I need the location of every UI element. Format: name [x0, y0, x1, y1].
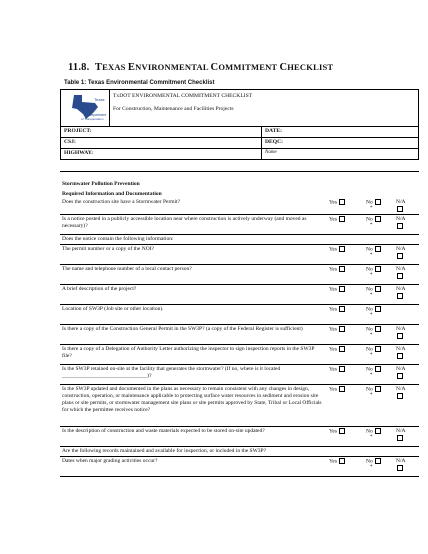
yes-label: Yes [329, 386, 338, 393]
no-label: No [366, 428, 373, 435]
yes-label: Yes [329, 216, 338, 223]
no-label: No [366, 346, 373, 353]
na-option [396, 199, 405, 205]
section-number: 11.8. [68, 62, 90, 73]
question-text: Is the SW3P updated and documented in the plans as necessary to remain consistent with any changes in design, construction, operation, or maintenance applicable to protecting surface water resources in sediment and erosion site plans or site permits, or stormwater management site plans or site permits approved by State, Tribal or Local Officials for which the permittee receives notice? [62, 386, 322, 413]
checklist-row [60, 365, 419, 385]
no-checkbox[interactable] [375, 199, 381, 205]
checklist-row [60, 457, 419, 477]
no-checkbox[interactable] [375, 428, 381, 434]
question-text: Is the description of construction and waste materials expected to be stored on-site updated? [62, 428, 265, 434]
yes-option [329, 386, 345, 392]
na-label: N/A [396, 266, 406, 272]
asterisk: * [370, 313, 373, 318]
checklist-subtitle: For Construction, Maintenance and Facilities Projects [113, 106, 234, 112]
question-text: A brief description of the project? [62, 286, 137, 292]
na-label: N/A [396, 246, 406, 252]
checklist [60, 171, 419, 477]
question-text: Is there a copy of a Delegation of Authority Letter authorizing the inspector to sign inspection reports in the SW3P file? [62, 346, 315, 359]
no-checkbox[interactable] [375, 286, 381, 292]
na-label: N/A [396, 428, 406, 434]
no-label: No [366, 216, 373, 223]
no-option [366, 306, 381, 318]
no-option [366, 346, 381, 358]
no-label: No [366, 386, 373, 393]
na-checkbox[interactable] [397, 373, 403, 379]
yes-label: Yes [329, 458, 338, 465]
asterisk: * [370, 293, 373, 298]
no-option [366, 266, 381, 278]
no-option [366, 366, 381, 378]
no-label: No [366, 286, 373, 293]
yes-checkbox[interactable] [339, 458, 345, 464]
required-info-heading: Required Information and Documentation [62, 191, 162, 197]
yes-label: Yes [329, 286, 338, 293]
question-text: Location of SW3P (Job site or other location). [62, 306, 164, 312]
no-checkbox[interactable] [375, 246, 381, 252]
checklist-row [60, 427, 419, 447]
asterisk: * [370, 353, 373, 358]
question-text: Does the construction site have a Stormwater Permit? [62, 199, 181, 205]
no-option [366, 458, 381, 470]
highway-field[interactable]: HIGHWAY: [61, 149, 262, 160]
asterisk: * [370, 206, 373, 211]
name-field[interactable]: Name [262, 149, 419, 160]
yes-checkbox[interactable] [339, 386, 345, 392]
na-option [396, 346, 405, 352]
na-checkbox[interactable] [397, 223, 403, 229]
checklist-row [60, 235, 419, 245]
yes-label: Yes [329, 246, 338, 253]
na-option [396, 286, 405, 292]
checklist-title-cell [110, 90, 419, 127]
question-text: Does the notice contain the following information: [62, 236, 174, 242]
na-option [396, 428, 405, 434]
na-label: N/A [396, 326, 406, 332]
yes-label: Yes [329, 346, 338, 353]
checklist-row [60, 215, 419, 235]
no-label: No [366, 246, 373, 253]
na-label: N/A [396, 458, 406, 464]
asterisk: * [370, 333, 373, 338]
no-checkbox[interactable] [375, 326, 381, 332]
asterisk: * [370, 253, 373, 258]
checklist-title: TxDOT ENVIRONMENTAL COMMITMENT CHECKLIST [113, 93, 253, 99]
texas-map-icon [68, 93, 107, 121]
no-option [366, 246, 381, 258]
question-text: Are the following records maintained and available for inspection, or included in the SW3P? [62, 448, 267, 454]
svg-text:Department: Department [89, 113, 107, 117]
yes-option [329, 346, 345, 352]
yes-option [329, 458, 345, 464]
question-text: Dates when major grading activities occur? [62, 458, 158, 464]
no-option [366, 326, 381, 338]
yes-label: Yes [329, 306, 338, 313]
checklist-row [60, 447, 419, 457]
na-option [396, 216, 405, 222]
na-checkbox[interactable] [397, 253, 403, 259]
yes-checkbox[interactable] [339, 306, 345, 312]
na-option [396, 458, 405, 464]
na-checkbox[interactable] [397, 435, 403, 441]
no-label: No [366, 306, 373, 313]
question-text: Is there a copy of the Construction General Permit in the SW3P? (a copy of the Federal Register is sufficient) [62, 326, 303, 332]
no-checkbox[interactable] [375, 216, 381, 222]
na-checkbox[interactable] [397, 393, 403, 399]
yes-label: Yes [329, 266, 338, 273]
na-label: N/A [396, 199, 406, 205]
yes-label: Yes [329, 428, 338, 435]
na-label: N/A [396, 346, 406, 352]
no-option [366, 286, 381, 298]
yes-checkbox[interactable] [339, 199, 345, 205]
no-checkbox[interactable] [375, 458, 381, 464]
yes-checkbox[interactable] [339, 246, 345, 252]
yes-checkbox[interactable] [339, 326, 345, 332]
no-label: No [366, 366, 373, 373]
checklist-row [60, 198, 419, 215]
yes-checkbox[interactable] [339, 366, 345, 372]
txdot-logo [61, 90, 110, 127]
na-checkbox[interactable] [397, 293, 403, 299]
na-checkbox[interactable] [397, 206, 403, 212]
question-text: The name and telephone number of a local contact person? [62, 266, 192, 272]
deqc-field[interactable]: DEQC: [262, 138, 419, 149]
na-checkbox[interactable] [397, 353, 403, 359]
asterisk: * [370, 393, 373, 398]
no-checkbox[interactable] [375, 386, 381, 392]
section-title-stormwater: Stormwater Pollution Prevention [62, 181, 140, 187]
asterisk: * [370, 435, 373, 440]
checklist-row [60, 265, 419, 285]
no-checkbox[interactable] [375, 346, 381, 352]
question-text: Is a notice posted in a publicly accessible location near where construction is actively underway (and moved as necessary)? [62, 216, 307, 229]
na-option [396, 246, 405, 252]
na-checkbox[interactable] [397, 333, 403, 339]
yes-option [329, 246, 345, 252]
yes-option [329, 306, 345, 312]
section-title: TEXAS ENVIRONMENTAL COMMITMENT CHECKLIST [94, 62, 334, 73]
asterisk: * [370, 273, 373, 278]
na-option [396, 386, 405, 392]
no-label: No [366, 199, 373, 206]
yes-checkbox[interactable] [339, 286, 345, 292]
date-field[interactable]: DATE: [262, 127, 419, 138]
yes-option [329, 199, 345, 205]
yes-option [329, 366, 345, 372]
na-option [396, 366, 405, 372]
yes-checkbox[interactable] [339, 216, 345, 222]
question-text: Is the SW3P retained on-site at the facility that generates the stormwater? (If no, where is it located _______________________________)? [62, 366, 281, 379]
yes-label: Yes [329, 366, 338, 373]
asterisk: * [370, 373, 373, 378]
checklist-row [60, 245, 419, 265]
checklist-row [60, 345, 419, 365]
yes-checkbox[interactable] [339, 346, 345, 352]
no-option [366, 199, 381, 211]
yes-option [329, 326, 345, 332]
na-checkbox[interactable] [397, 465, 403, 471]
yes-checkbox[interactable] [339, 428, 345, 434]
na-label: N/A [396, 286, 406, 292]
checklist-row [60, 285, 419, 305]
no-option [366, 216, 381, 228]
section-heading [68, 62, 333, 73]
yes-label: Yes [329, 199, 338, 206]
yes-option [329, 428, 345, 434]
yes-checkbox[interactable] [339, 266, 345, 272]
na-label: N/A [396, 216, 406, 222]
checklist-row [60, 305, 419, 325]
no-label: No [366, 458, 373, 465]
na-option [396, 266, 405, 272]
no-checkbox[interactable] [375, 306, 381, 312]
table-caption: Table 1: Texas Environmental Commitment Checklist [64, 80, 215, 86]
no-checkbox[interactable] [375, 266, 381, 272]
na-checkbox[interactable] [397, 273, 403, 279]
yes-option [329, 266, 345, 272]
no-label: No [366, 266, 373, 273]
svg-text:Texas: Texas [94, 97, 105, 102]
yes-option [329, 286, 345, 292]
na-label: N/A [396, 366, 406, 372]
asterisk: * [370, 465, 373, 470]
no-option [366, 428, 381, 440]
question-text: The permit number or a copy of the NOI? [62, 246, 154, 252]
yes-option [329, 216, 345, 222]
na-option [396, 326, 405, 332]
no-option [366, 386, 381, 398]
no-checkbox[interactable] [375, 366, 381, 372]
checklist-row [60, 385, 419, 427]
yes-label: Yes [329, 326, 338, 333]
project-field[interactable]: PROJECT: [61, 127, 262, 138]
checklist-row [60, 325, 419, 345]
asterisk: * [370, 223, 373, 228]
csj-field[interactable]: CSJ: [61, 138, 262, 149]
na-label: N/A [396, 386, 406, 392]
no-label: No [366, 326, 373, 333]
checklist-header-table [60, 89, 419, 160]
svg-text:of Transportation: of Transportation [81, 117, 104, 121]
